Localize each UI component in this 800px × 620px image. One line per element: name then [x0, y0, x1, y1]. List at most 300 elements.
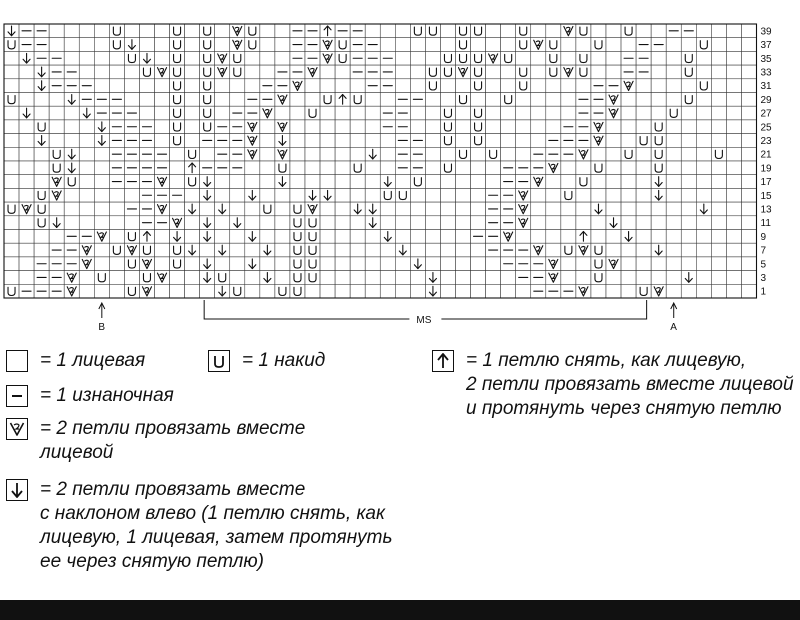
chart-cell-ssk [275, 134, 290, 148]
chart-cell-knit [741, 230, 756, 244]
chart-cell-knit [305, 161, 320, 175]
chart-cell-purl [365, 51, 380, 65]
chart-cell-ssk [185, 243, 200, 257]
chart-cell-knit [741, 65, 756, 79]
chart-cell-knit [124, 79, 139, 93]
chart-cell-ssk [230, 216, 245, 230]
row-number: 11 [760, 218, 771, 230]
chart-cell-knit [606, 147, 621, 161]
chart-cell-yarn_over [34, 216, 49, 230]
chart-cell-yarn_over [440, 161, 455, 175]
chart-cell-ssk [305, 188, 320, 202]
chart-cell-purl [155, 188, 170, 202]
chart-cell-knit [606, 188, 621, 202]
chart-cell-knit [410, 188, 425, 202]
chart-cell-knit [4, 175, 19, 189]
chart-cell-yarn_over [471, 79, 486, 93]
chart-cell-purl [561, 147, 576, 161]
chart-cell-knit [681, 216, 696, 230]
chart-cell-knit [320, 284, 335, 298]
chart-cell-knit [109, 216, 124, 230]
chart-cell-knit [606, 243, 621, 257]
chart-cell-knit [546, 202, 561, 216]
chart-cell-purl [395, 161, 410, 175]
chart-cell-ssk [651, 175, 666, 189]
chart-cell-knit [350, 230, 365, 244]
row-number: 23 [760, 135, 772, 147]
chart-cell-purl [109, 106, 124, 120]
chart-cell-knit [94, 24, 109, 38]
chart-cell-knit [79, 51, 94, 65]
chart-cell-knit [606, 271, 621, 285]
chart-cell-purl [109, 175, 124, 189]
chart-cell-knit [260, 38, 275, 52]
chart-cell-knit [275, 51, 290, 65]
chart-cell-knit [516, 51, 531, 65]
chart-cell-k2tog [49, 175, 64, 189]
chart-cell-knit [486, 257, 501, 271]
chart-cell-knit [440, 79, 455, 93]
chart-cell-knit [94, 175, 109, 189]
chart-cell-knit [4, 243, 19, 257]
chart-cell-knit [576, 216, 591, 230]
chart-cell-knit [606, 202, 621, 216]
chart-cell-knit [516, 134, 531, 148]
chart-cell-knit [4, 51, 19, 65]
chart-cell-knit [711, 93, 726, 107]
chart-cell-knit [576, 161, 591, 175]
chart-cell-purl [139, 134, 154, 148]
chart-cell-knit [380, 134, 395, 148]
chart-cell-knit [531, 51, 546, 65]
chart-cell-yarn_over [200, 93, 215, 107]
chart-cell-knit [275, 38, 290, 52]
chart-cell-purl [290, 24, 305, 38]
chart-cell-sk2p [576, 230, 591, 244]
chart-cell-knit [4, 147, 19, 161]
chart-cell-knit [741, 51, 756, 65]
chart-cell-knit [636, 93, 651, 107]
chart-cell-knit [440, 188, 455, 202]
chart-cell-knit [350, 79, 365, 93]
chart-cell-k2tog [621, 79, 636, 93]
chart-cell-knit [19, 230, 34, 244]
chart-cell-knit [170, 161, 185, 175]
chart-cell-knit [230, 230, 245, 244]
chart-cell-knit [531, 24, 546, 38]
chart-cell-knit [230, 243, 245, 257]
chart-cell-purl [139, 202, 154, 216]
chart-cell-purl [561, 134, 576, 148]
chart-cell-knit [109, 79, 124, 93]
chart-cell-purl [395, 134, 410, 148]
chart-cell-purl [651, 38, 666, 52]
chart-cell-knit [621, 93, 636, 107]
chart-cell-knit [636, 230, 651, 244]
legend-ssk-text: = 2 петли провязать вместе с наклоном влево (1 петлю снять, как лицевую, 1 лицевая, затем протянуть ее через снятую петлю) [40, 479, 393, 572]
chart-cell-knit [621, 243, 636, 257]
chart-cell-purl [290, 65, 305, 79]
chart-cell-knit [200, 243, 215, 257]
chart-cell-k2tog [546, 161, 561, 175]
chart-cell-knit [456, 202, 471, 216]
chart-cell-knit [335, 161, 350, 175]
chart-cell-purl [531, 147, 546, 161]
chart-cell-knit [320, 243, 335, 257]
legend-knit [6, 349, 145, 373]
chart-cell-knit [666, 175, 681, 189]
chart-cell-yarn_over [591, 38, 606, 52]
chart-cell-knit [245, 216, 260, 230]
chart-cell-knit [440, 38, 455, 52]
chart-cell-ssk [380, 175, 395, 189]
chart-cell-knit [305, 79, 320, 93]
chart-cell-purl [230, 120, 245, 134]
chart-cell-knit [155, 230, 170, 244]
chart-cell-knit [275, 216, 290, 230]
chart-cell-knit [636, 188, 651, 202]
chart-cell-purl [49, 79, 64, 93]
chart-cell-yarn_over [696, 79, 711, 93]
chart-cell-k2tog [230, 24, 245, 38]
chart-cell-knit [109, 230, 124, 244]
chart-cell-purl [516, 257, 531, 271]
chart-cell-yarn_over [486, 147, 501, 161]
chart-cell-knit [696, 216, 711, 230]
chart-cell-ssk [380, 230, 395, 244]
chart-cell-knit [350, 284, 365, 298]
legend-sk2p-text: = 1 петлю снять, как лицевую, 2 петли провязать вместе лицевой и протянуть через снятую петлю [466, 350, 794, 419]
chart-cell-knit [681, 257, 696, 271]
chart-cell-knit [696, 271, 711, 285]
chart-cell-ssk [200, 188, 215, 202]
chart-cell-yarn_over [290, 271, 305, 285]
chart-cell-yarn_over [335, 51, 350, 65]
chart-cell-knit [260, 284, 275, 298]
chart-cell-purl [305, 38, 320, 52]
chart-cell-knit [185, 230, 200, 244]
chart-cell-knit [275, 257, 290, 271]
chart-cell-knit [305, 120, 320, 134]
chart-cell-knit [456, 161, 471, 175]
chart-cell-knit [726, 38, 741, 52]
chart-cell-knit [290, 161, 305, 175]
chart-cell-yarn_over [471, 106, 486, 120]
chart-cell-knit [365, 24, 380, 38]
sk2p-symbol-icon [432, 350, 454, 372]
chart-cell-knit [621, 175, 636, 189]
chart-cell-knit [185, 284, 200, 298]
chart-cell-sk2p [139, 230, 154, 244]
chart-cell-knit [260, 257, 275, 271]
chart-cell-knit [425, 147, 440, 161]
chart-cell-knit [425, 188, 440, 202]
chart-cell-knit [260, 147, 275, 161]
chart-cell-purl [576, 93, 591, 107]
bottom-strip [0, 600, 800, 620]
chart-cell-knit [546, 93, 561, 107]
chart-cell-yarn_over [305, 216, 320, 230]
chart-cell-knit [365, 106, 380, 120]
chart-cell-ssk [215, 284, 230, 298]
chart-cell-knit [666, 257, 681, 271]
chart-cell-knit [471, 271, 486, 285]
chart-cell-knit [19, 134, 34, 148]
chart-cell-yarn_over [49, 147, 64, 161]
chart-cell-purl [501, 188, 516, 202]
chart-cell-knit [320, 257, 335, 271]
chart-cell-knit [711, 271, 726, 285]
chart-cell-yarn_over [170, 120, 185, 134]
chart-cell-knit [215, 106, 230, 120]
chart-cell-knit [440, 202, 455, 216]
chart-cell-knit [124, 216, 139, 230]
chart-cell-k2tog [516, 216, 531, 230]
chart-cell-yarn_over [516, 24, 531, 38]
chart-cell-knit [79, 284, 94, 298]
chart-cell-knit [19, 147, 34, 161]
chart-cell-purl [124, 147, 139, 161]
chart-cell-knit [109, 188, 124, 202]
chart-cell-knit [636, 24, 651, 38]
chart-cell-purl [380, 65, 395, 79]
chart-cell-ssk [365, 147, 380, 161]
chart-cell-purl [516, 175, 531, 189]
chart-cell-ssk [139, 51, 154, 65]
chart-cell-yarn_over [546, 38, 561, 52]
chart-cell-knit [245, 284, 260, 298]
chart-cell-knit [726, 243, 741, 257]
chart-cell-knit [275, 106, 290, 120]
chart-cell-k2tog [139, 257, 154, 271]
chart-cell-knit [34, 243, 49, 257]
chart-cell-knit [726, 93, 741, 107]
chart-cell-knit [726, 134, 741, 148]
chart-cell-yarn_over [170, 106, 185, 120]
chart-cell-yarn_over [621, 24, 636, 38]
chart-cell-knit [741, 134, 756, 148]
chart-cell-purl [200, 161, 215, 175]
chart-cell-knit [440, 93, 455, 107]
chart-cell-yarn_over [591, 257, 606, 271]
chart-cell-purl [471, 230, 486, 244]
chart-cell-knit [711, 24, 726, 38]
chart-cell-knit [320, 202, 335, 216]
chart-cell-purl [546, 134, 561, 148]
chart-cell-yarn_over [651, 134, 666, 148]
row-number: 33 [760, 67, 772, 79]
chart-cell-knit [94, 188, 109, 202]
chart-cell-knit [79, 216, 94, 230]
chart-cell-knit [410, 120, 425, 134]
chart-cell-yarn_over [94, 271, 109, 285]
chart-cell-ssk [49, 216, 64, 230]
chart-cell-purl [561, 284, 576, 298]
chart-cell-knit [410, 38, 425, 52]
chart-cell-knit [606, 284, 621, 298]
chart-cell-knit [49, 106, 64, 120]
chart-cell-purl [49, 284, 64, 298]
chart-cell-knit [215, 93, 230, 107]
chart-cell-purl [49, 243, 64, 257]
chart-cell-purl [350, 24, 365, 38]
chart-cell-knit [636, 216, 651, 230]
chart-cell-knit [425, 230, 440, 244]
chart-cell-knit [425, 93, 440, 107]
chart-cell-ssk [19, 106, 34, 120]
knit-symbol-icon [6, 350, 28, 372]
chart-cell-knit [425, 216, 440, 230]
chart-cell-knit [741, 161, 756, 175]
chart-cell-knit [64, 24, 79, 38]
chart-cell-k2tog [155, 202, 170, 216]
chart-cell-knit [335, 134, 350, 148]
chart-cell-knit [591, 175, 606, 189]
chart-cell-ssk [425, 271, 440, 285]
chart-cell-yarn_over [576, 51, 591, 65]
chart-cell-knit [456, 120, 471, 134]
chart-cell-knit [696, 51, 711, 65]
chart-cell-knit [666, 230, 681, 244]
chart-cell-knit [335, 106, 350, 120]
chart-cell-knit [486, 161, 501, 175]
chart-cell-purl [486, 243, 501, 257]
chart-cell-knit [696, 24, 711, 38]
chart-cell-knit [19, 93, 34, 107]
chart-cell-knit [410, 106, 425, 120]
chart-cell-knit [471, 147, 486, 161]
chart-cell-purl [636, 38, 651, 52]
chart-cell-purl [49, 257, 64, 271]
chart-cell-knit [4, 120, 19, 134]
chart-cell-purl [395, 147, 410, 161]
purl-symbol-icon [6, 385, 28, 407]
chart-cell-purl [230, 161, 245, 175]
chart-cell-knit [410, 284, 425, 298]
chart-cell-yarn_over [290, 230, 305, 244]
chart-cell-knit [621, 106, 636, 120]
chart-cell-knit [440, 24, 455, 38]
chart-cell-yarn_over [305, 230, 320, 244]
chart-cell-knit [19, 243, 34, 257]
chart-cell-knit [94, 243, 109, 257]
chart-cell-knit [696, 134, 711, 148]
legend-yarn-over [208, 349, 325, 373]
chart-cell-yarn_over [666, 106, 681, 120]
chart-cell-knit [471, 216, 486, 230]
chart-cell-knit [576, 79, 591, 93]
chart-cell-knit [320, 147, 335, 161]
chart-cell-purl [546, 284, 561, 298]
chart-cell-knit [335, 284, 350, 298]
chart-cell-knit [516, 93, 531, 107]
chart-cell-knit [741, 24, 756, 38]
chart-cell-purl [666, 24, 681, 38]
chart-cell-knit [516, 120, 531, 134]
chart-cell-knit [155, 24, 170, 38]
chart-cell-knit [94, 257, 109, 271]
chart-cell-knit [185, 65, 200, 79]
chart-cell-knit [155, 243, 170, 257]
chart-cell-purl [305, 24, 320, 38]
chart-cell-purl [410, 134, 425, 148]
chart-cell-knit [94, 284, 109, 298]
chart-cell-purl [621, 65, 636, 79]
chart-cell-knit [456, 188, 471, 202]
chart-cell-knit [501, 106, 516, 120]
chart-cell-knit [139, 38, 154, 52]
chart-cell-ssk [79, 106, 94, 120]
chart-cell-purl [290, 38, 305, 52]
chart-cell-knit [440, 147, 455, 161]
chart-cell-ssk [395, 243, 410, 257]
k2tog-symbol-icon [6, 418, 28, 440]
chart-cell-knit [365, 257, 380, 271]
chart-cell-knit [320, 65, 335, 79]
chart-cell-k2tog [170, 216, 185, 230]
chart-cell-yarn_over [516, 65, 531, 79]
chart-cell-purl [215, 120, 230, 134]
chart-cell-knit [79, 175, 94, 189]
chart-cell-yarn_over [290, 216, 305, 230]
chart-cell-knit [260, 175, 275, 189]
chart-cell-knit [395, 202, 410, 216]
chart-cell-knit [561, 230, 576, 244]
legend-ssk [6, 478, 392, 574]
chart-cell-knit [230, 257, 245, 271]
chart-cell-knit [440, 271, 455, 285]
chart-cell-purl [79, 93, 94, 107]
chart-cell-knit [19, 188, 34, 202]
chart-cell-knit [64, 106, 79, 120]
chart-cell-knit [260, 134, 275, 148]
chart-cell-ssk [19, 51, 34, 65]
chart-cell-knit [561, 202, 576, 216]
chart-cell-purl [531, 271, 546, 285]
chart-cell-purl [34, 51, 49, 65]
chart-cell-knit [486, 24, 501, 38]
chart-cell-knit [260, 120, 275, 134]
chart-cell-knit [666, 243, 681, 257]
chart-cell-knit [666, 188, 681, 202]
chart-cell-knit [666, 65, 681, 79]
chart-cell-knit [245, 243, 260, 257]
chart-cell-purl [155, 216, 170, 230]
chart-cell-yarn_over [471, 65, 486, 79]
chart-cell-yarn_over [576, 65, 591, 79]
chart-cell-knit [380, 24, 395, 38]
chart-cell-knit [621, 271, 636, 285]
chart-cell-knit [395, 175, 410, 189]
chart-cell-knit [4, 216, 19, 230]
chart-cell-ssk [245, 257, 260, 271]
chart-cell-knit [726, 188, 741, 202]
chart-cell-knit [666, 51, 681, 65]
chart-cell-yarn_over [170, 65, 185, 79]
row-number: 1 [760, 286, 767, 298]
chart-cell-yarn_over [516, 38, 531, 52]
chart-cell-knit [380, 284, 395, 298]
chart-cell-yarn_over [139, 243, 154, 257]
chart-cell-knit [410, 216, 425, 230]
chart-cell-yarn_over [275, 284, 290, 298]
chart-cell-knit [561, 257, 576, 271]
chart-cell-k2tog [155, 271, 170, 285]
chart-cell-knit [320, 216, 335, 230]
chart-cell-knit [380, 257, 395, 271]
chart-cell-knit [681, 188, 696, 202]
legend-knit-text: = 1 лицевая [40, 350, 146, 371]
